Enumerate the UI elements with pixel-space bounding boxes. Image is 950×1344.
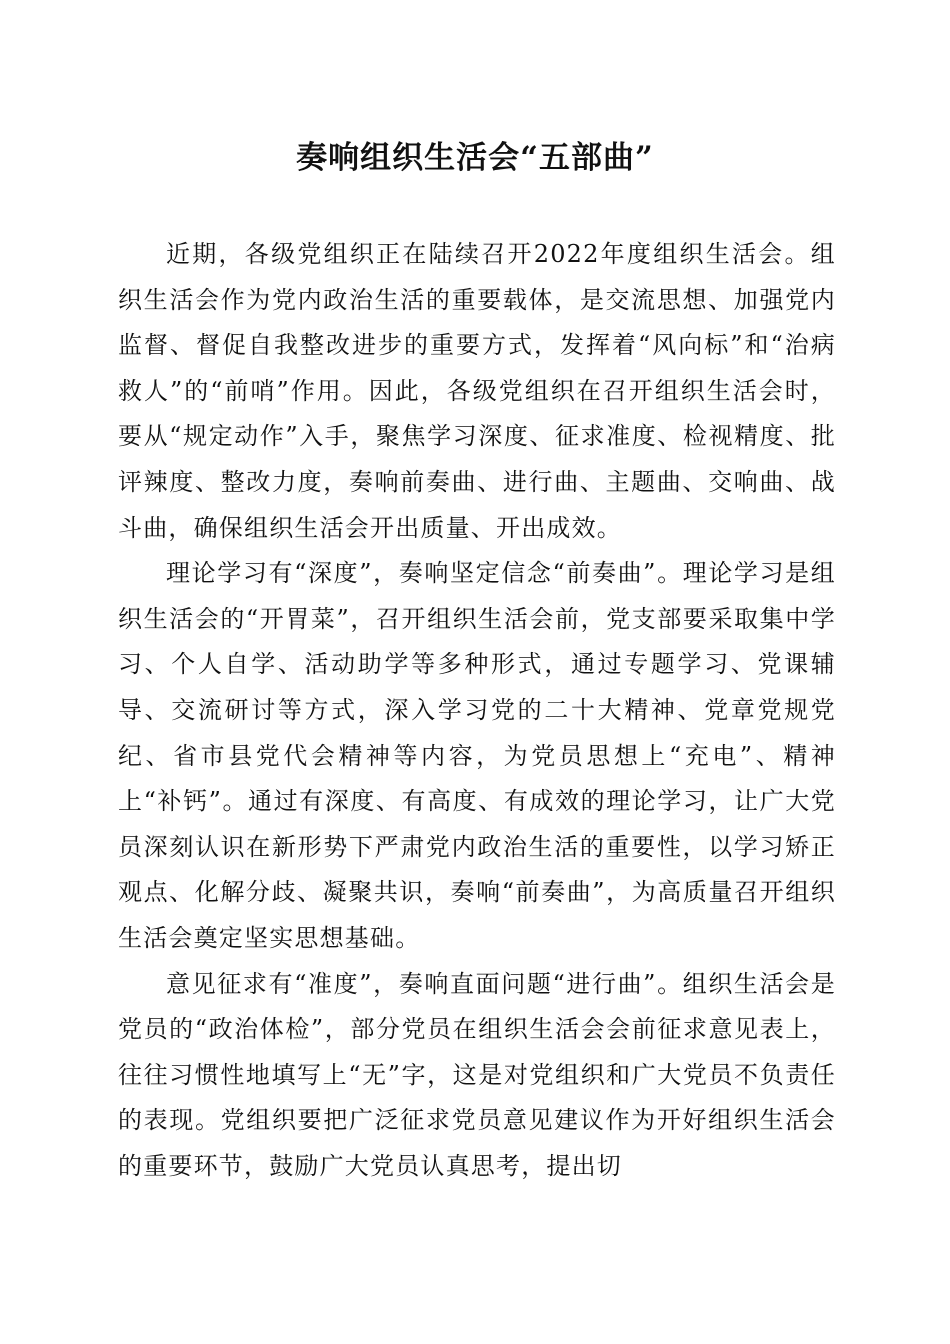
- paragraph-intro: 近期，各级党组织正在陆续召开2022年度组织生活会。组织生活会作为党内政治生活的重要载体，是交流思想、加强党内监督、督促自我整改进步的重要方式，发挥着“风向标”和“治病救人”的“前哨”作用。因此，各级党组织在召开组织生活会时，要从“规定动作”入手，聚焦学习深度、征求准度、检视精度、批评辣度、整改力度，奏响前奏曲、进行曲、主题曲、交响曲、战斗曲，确保组织生活会开出质量、开出成效。: [118, 240, 836, 542]
- paragraph-opinion-solicitation: 意见征求有“准度”，奏响直面问题“进行曲”。组织生活会是党员的“政治体检”，部分党员在组织生活会会前征求意见表上，往往习惯性地填写上“无”字，这是对党组织和广大党员不负责任的表现。党组织要把广泛征求党员意见建议作为开好组织生活会的重要环节，鼓励广大党员认真思考，提出切: [118, 969, 836, 1180]
- document-title: 奏响组织生活会“五部曲”: [296, 140, 654, 176]
- document-body: [118, 232, 836, 1189]
- paragraph-theory-study: 理论学习有“深度”，奏响坚定信念“前奏曲”。理论学习是组织生活会的“开胃菜”，召开组织生活会前，党支部要采取集中学习、个人自学、活动助学等多种形式，通过专题学习、党课辅导、交流研讨等方式，深入学习党的二十大精神、党章党规党纪、省市县党代会精神等内容，为党员思想上“充电”、精神上“补钙”。通过有深度、有高度、有成效的理论学习，让广大党员深刻认识在新形势下严肃党内政治生活的重要性，以学习矫正观点、化解分歧、凝聚共识，奏响“前奏曲”，为高质量召开组织生活会奠定坚实思想基础。: [118, 559, 836, 952]
